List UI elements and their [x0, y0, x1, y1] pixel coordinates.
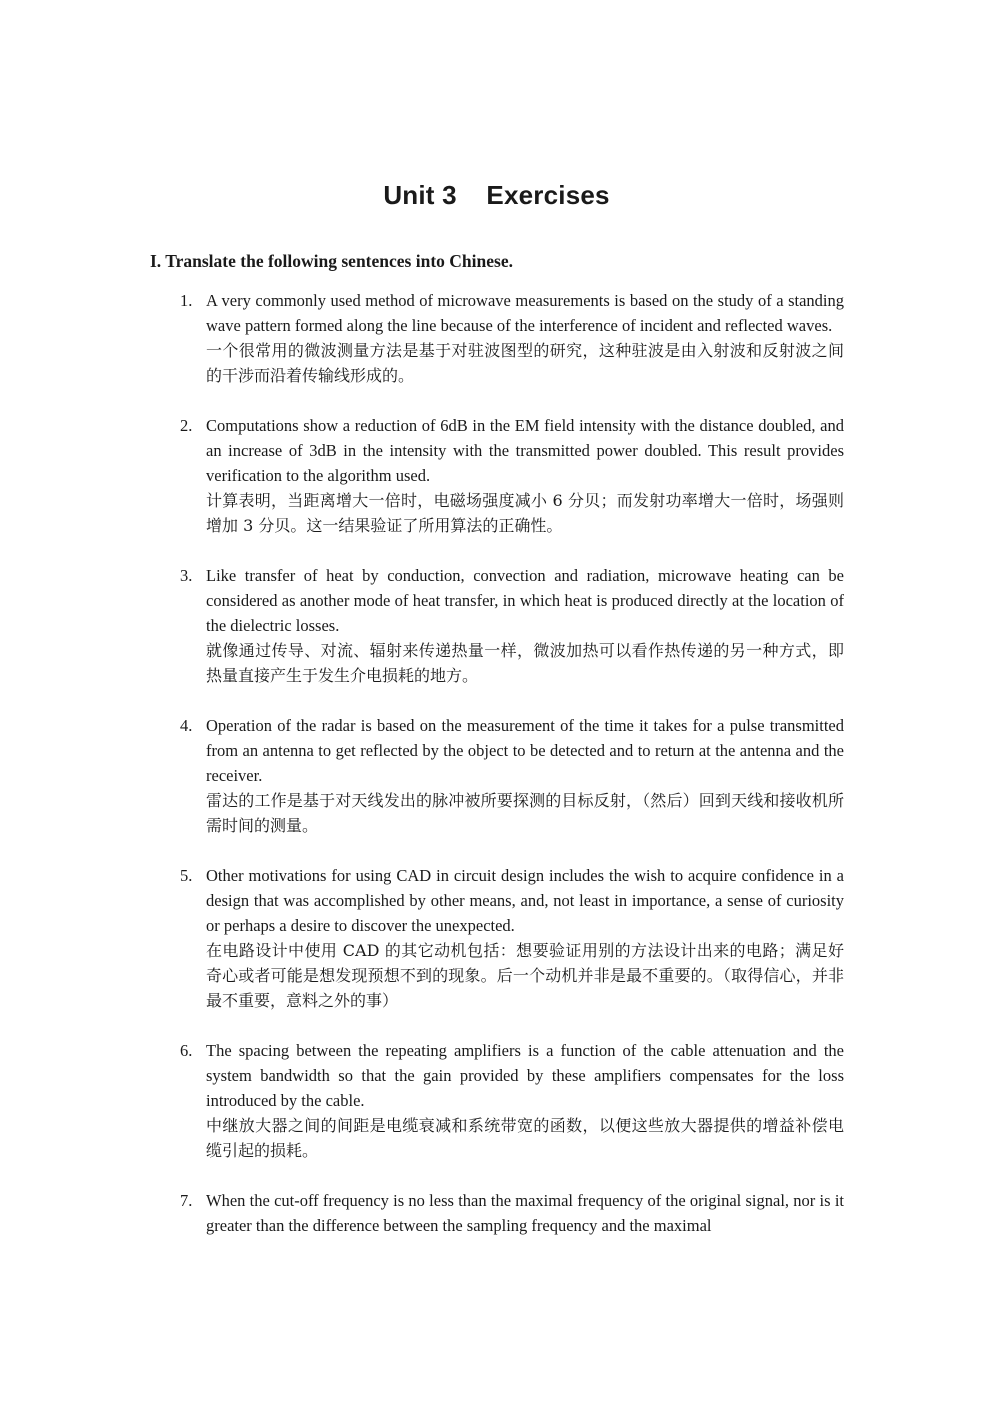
exercise-chinese-translation: 雷达的工作是基于对天线发出的脉冲被所要探测的目标反射，（然后）回到天线和接收机所需时间的测量。 — [206, 791, 844, 835]
exercise-number: 5. — [180, 866, 193, 885]
exercise-chinese-translation: 一个很常用的微波测量方法是基于对驻波图型的研究，这种驻波是由入射波和反射波之间的干涉而沿着传输线形成的。 — [206, 341, 844, 385]
exercise-item — [178, 288, 844, 388]
page-title: Unit 3 Exercises — [383, 180, 610, 210]
exercise-english-text: Like transfer of heat by conduction, convection and radiation, microwave heating can be considered as another mode of heat transfer, in which heat is produced directly at the location of the dielectric losses. — [206, 566, 844, 635]
exercise-english-text: When the cut-off frequency is no less than the maximal frequency of the original signal, nor is it greater than the difference between the sampling frequency and the maximal — [206, 1191, 844, 1235]
exercise-english-text: The spacing between the repeating amplifiers is a function of the cable attenuation and the system bandwidth so that the gain provided by these amplifiers compensates for the loss introduced by the cable. — [206, 1041, 844, 1110]
exercise-number: 7. — [180, 1191, 193, 1210]
section-heading: I. Translate the following sentences into Chinese. — [150, 251, 513, 271]
exercise-item — [178, 563, 844, 688]
exercise-chinese-translation: 计算表明，当距离增大一倍时，电磁场强度减小 6 分贝；而发射功率增大一倍时，场强则增加 3 分贝。这一结果验证了所用算法的正确性。 — [206, 491, 844, 535]
exercise-list — [178, 288, 844, 1263]
exercise-item — [178, 1188, 844, 1238]
exercise-number: 2. — [180, 416, 193, 435]
exercise-number: 4. — [180, 716, 193, 735]
exercise-chinese-translation: 在电路设计中使用 CAD 的其它动机包括：想要验证用别的方法设计出来的电路；满足好奇心或者可能是想发现预想不到的现象。后一个动机并非是最不重要的。（取得信心，并非最不重要，意料之外的事） — [206, 941, 844, 1010]
exercise-english-text: Computations show a reduction of 6dB in the EM field intensity with the distance doubled, and an increase of 3dB in the intensity with the transmitted power doubled. This result provides verification to the algorithm used. — [206, 416, 844, 485]
exercise-number: 6. — [180, 1041, 193, 1060]
exercise-item — [178, 1038, 844, 1163]
exercise-number: 1. — [180, 291, 193, 310]
exercise-english-text: A very commonly used method of microwave measurements is based on the study of a standing wave pattern formed along the line because of the interference of incident and reflected waves. — [206, 291, 844, 335]
exercise-chinese-translation: 中继放大器之间的间距是电缆衰减和系统带宽的函数，以便这些放大器提供的增益补偿电缆引起的损耗。 — [206, 1116, 844, 1160]
exercise-number: 3. — [180, 566, 193, 585]
exercise-chinese-translation: 就像通过传导、对流、辐射来传递热量一样，微波加热可以看作热传递的另一种方式，即热量直接产生于发生介电损耗的地方。 — [206, 641, 844, 685]
exercise-item — [178, 863, 844, 1013]
exercise-english-text: Other motivations for using CAD in circuit design includes the wish to acquire confidence in a design that was accomplished by other means, and, not least in importance, a sense of curiosity or perhaps a desire to discover the unexpected. — [206, 866, 844, 935]
exercise-item — [178, 713, 844, 838]
exercise-item — [178, 413, 844, 538]
exercise-english-text: Operation of the radar is based on the measurement of the time it takes for a pulse transmitted from an antenna to get reflected by the object to be detected and to return at the antenna and the receiver. — [206, 716, 844, 785]
